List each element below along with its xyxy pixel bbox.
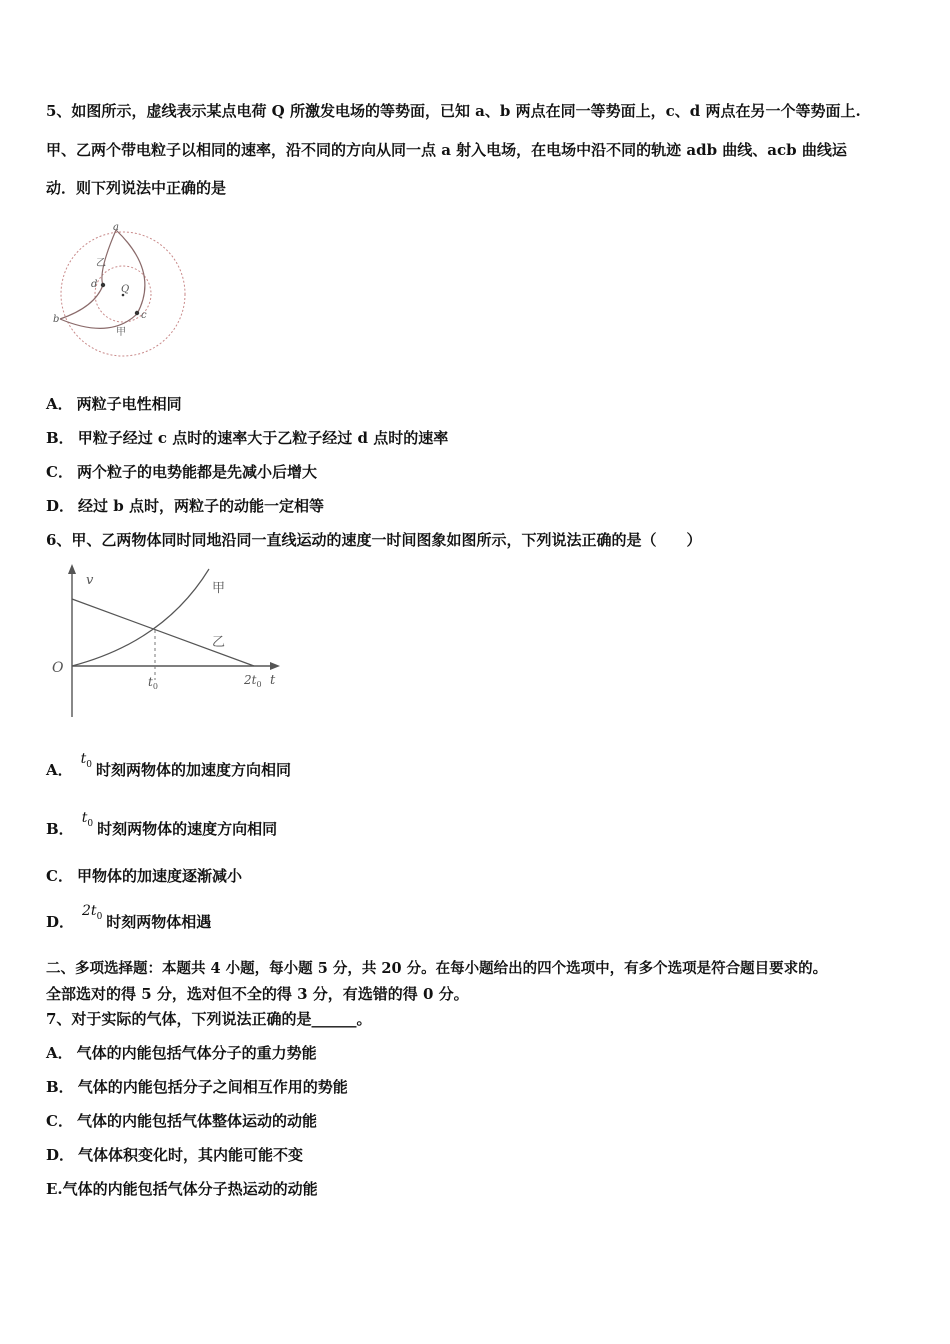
t-axis-arrow — [270, 662, 280, 670]
label-2t0-sub: 0 — [256, 680, 262, 689]
label-jia: 甲 — [212, 581, 226, 596]
q7-option-b — [46, 1077, 348, 1097]
option-letter: C． — [46, 1112, 73, 1130]
label-yi: 乙 — [212, 635, 226, 650]
label-t0: t — [148, 675, 153, 689]
option-letter: E. — [46, 1180, 63, 1198]
option-text: 两粒子电性相同 — [76, 395, 182, 413]
q5-option-d — [46, 496, 324, 516]
label-origin: O — [52, 660, 64, 676]
option-letter: C． — [46, 867, 73, 885]
option-letter: D． — [46, 913, 75, 931]
t0-symbol: $t_0$ — [81, 810, 94, 829]
option-text: 甲物体的加速度逐渐减小 — [76, 867, 242, 885]
v-axis-arrow — [68, 564, 76, 574]
option-text: 气体体积变化时，其内能可能不变 — [78, 1146, 304, 1164]
label-v: v — [86, 573, 94, 588]
q7-stem: 7、对于实际的气体，下列说法正确的是______。 — [46, 1010, 372, 1028]
option-text: 时刻两物体的速度方向相同 — [97, 820, 278, 838]
q5-option-b — [46, 428, 448, 448]
trajectory-adb — [60, 230, 116, 319]
q7-option-d — [46, 1145, 303, 1165]
option-text: 气体的内能包括气体分子的重力势能 — [76, 1044, 317, 1062]
option-text: 甲粒子经过 c 点时的速率大于乙粒子经过 d 点时的速率 — [77, 429, 449, 447]
label-jia: 甲 — [116, 327, 126, 338]
line-yi — [72, 599, 254, 666]
option-text: 两个粒子的电势能都是先减小后增大 — [76, 463, 317, 481]
q6-velocity-time-graph — [44, 562, 294, 722]
label-t: t — [270, 673, 276, 688]
label-c: c — [141, 310, 147, 321]
point-d — [101, 283, 105, 287]
option-letter: B． — [46, 1078, 74, 1096]
option-text: 气体的内能包括分子之间相互作用的势能 — [77, 1078, 348, 1096]
option-letter: C． — [46, 463, 73, 481]
q5-stem-line-3: 动．则下列说法中正确的是 — [46, 179, 227, 197]
q6-option-b — [46, 810, 278, 846]
point-c — [135, 311, 139, 315]
option-letter: A． — [46, 761, 73, 779]
section2-heading-line-1: 二、多项选择题：本题共 4 小题，每小题 5 分，共 20 分。在每小题给出的四个选项中，有多个选项是符合题目要求的。 — [46, 960, 828, 977]
option-letter: B． — [46, 820, 74, 838]
label-2t0: 2t — [244, 673, 257, 687]
q7-option-a — [46, 1043, 317, 1063]
label-yi: 乙 — [96, 258, 106, 269]
label-b: b — [53, 314, 60, 325]
q5-stem-line-2: 甲、乙两个带电粒子以相同的速率，沿不同的方向从同一点 a 射入电场，在电场中沿不同的轨迹 adb 曲线、acb 曲线运 — [46, 141, 847, 159]
q5-equipotential-figure — [50, 222, 190, 362]
svg-text:2t0 — [243, 673, 262, 689]
option-letter: A． — [46, 395, 73, 413]
option-letter: B． — [46, 429, 74, 447]
option-letter: A． — [46, 1044, 73, 1062]
q7-option-c — [46, 1111, 317, 1131]
label-a: a — [113, 222, 119, 233]
option-text: 时刻两物体相遇 — [106, 913, 212, 931]
svg-text:t0 — [148, 675, 158, 691]
q5-option-c — [46, 462, 317, 482]
label-t0-sub: 0 — [152, 682, 158, 691]
2t0-symbol: $2t_0$ — [82, 903, 103, 922]
option-letter: D． — [46, 497, 75, 515]
q6-option-d — [46, 903, 212, 939]
label-q: Q — [121, 284, 130, 295]
option-text: 气体的内能包括气体分子热运动的动能 — [62, 1180, 318, 1198]
section2-heading-line-2: 全部选对的得 5 分，选对但不全的得 3 分，有选错的得 0 分。 — [46, 985, 469, 1003]
q6-option-c — [46, 866, 242, 886]
q5-stem-line-1: 5、如图所示，虚线表示某点电荷 Q 所激发电场的等势面，已知 a、b 两点在同一等势面上，c、d 两点在另一个等势面上. — [46, 102, 861, 120]
option-letter: D． — [46, 1146, 75, 1164]
q5-option-a — [46, 394, 182, 414]
t0-symbol: $t_0$ — [80, 751, 93, 770]
option-text: 经过 b 点时，两粒子的动能一定相等 — [78, 497, 324, 515]
option-text: 气体的内能包括气体整体运动的动能 — [76, 1112, 317, 1130]
q6-option-a — [46, 751, 292, 787]
q7-option-e — [46, 1179, 318, 1199]
q6-stem: 6、甲、乙两物体同时同地沿同一直线运动的速度一时间图象如图所示，下列说法正确的是（ ） — [46, 531, 702, 549]
label-d: d — [91, 279, 98, 290]
option-text: 时刻两物体的加速度方向相同 — [96, 761, 292, 779]
